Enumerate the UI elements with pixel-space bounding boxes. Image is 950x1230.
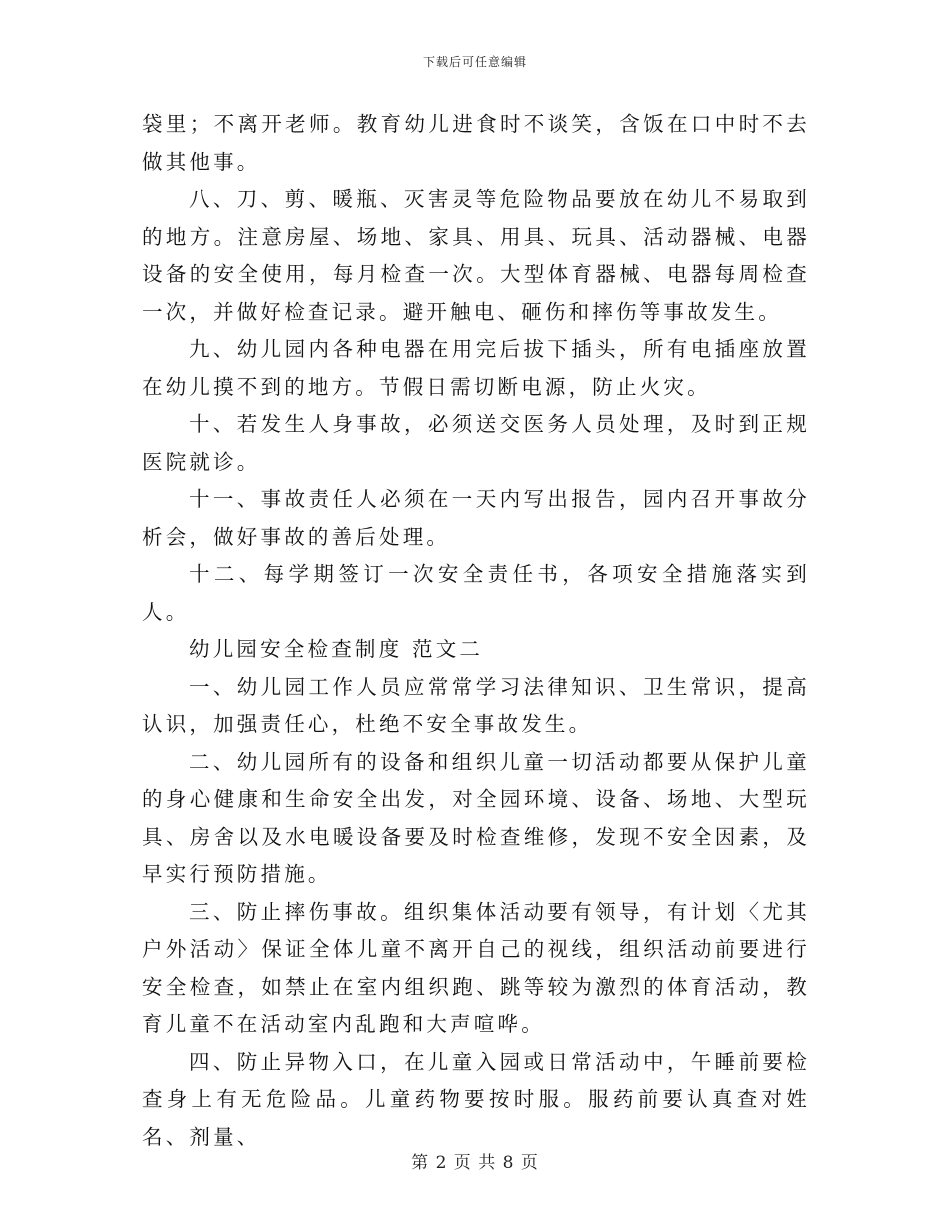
page-number: 第 2 页 共 8 页 [411,1153,539,1173]
paragraph-4: 十、若发生人身事故，必须送交医务人员处理，及时到正规医院就诊。 [142,412,810,474]
page-header: 下载后可任意编辑 [422,55,527,69]
paragraph-6: 十二、每学期签订一次安全责任书，各项安全措施落实到人。 [142,562,810,624]
paragraph-9: 二、幼儿园所有的设备和组织儿童一切活动都要从保护儿童的身心健康和生命安全出发，对全园环境、设备、场地、大型玩具、房舍以及水电暖设备要及时检查维修，发现不安全因素，及早实行预防措施。 [142,749,810,886]
paragraph-8: 一、幼儿园工作人员应常常学习法律知识、卫生常识，提高认识，加强责任心，杜绝不安全事故发生。 [142,674,810,736]
document-body [142,106,810,1156]
paragraph-11: 四、防止异物入口，在儿童入园或日常活动中，午睡前要检查身上有无危险品。儿童药物要按时服。服药前要认真查对姓名、剂量、 [142,1049,810,1149]
paragraph-1: 袋里；不离开老师。教育幼儿进食时不谈笑，含饭在口中时不去做其他事。 [142,112,810,174]
paragraph-2: 八、刀、剪、暖瓶、灭害灵等危险物品要放在幼儿不易取到的地方。注意房屋、场地、家具、用具、玩具、活动器械、电器设备的安全使用，每月检查一次。大型体育器械、电器每周检查一次，并做好检查记录。避开触电、砸伤和摔伤等事故发生。 [142,187,810,324]
paragraph-10: 三、防止摔伤事故。组织集体活动要有领导，有计划〈尤其户外活动〉保证全体儿童不离开自己的视线，组织活动前要进行安全检查，如禁止在室内组织跑、跳等较为激烈的体育活动，教育儿童不在活动室内乱跑和大声喧哗。 [142,899,810,1036]
paragraph-3: 九、幼儿园内各种电器在用完后拔下插头，所有电插座放置在幼儿摸不到的地方。节假日需切断电源，防止火灾。 [142,337,810,399]
section-title: 幼儿园安全检查制度 范文二 [189,637,484,661]
paragraph-5: 十一、事故责任人必须在一天内写出报告，园内召开事故分析会，做好事故的善后处理。 [142,487,810,549]
